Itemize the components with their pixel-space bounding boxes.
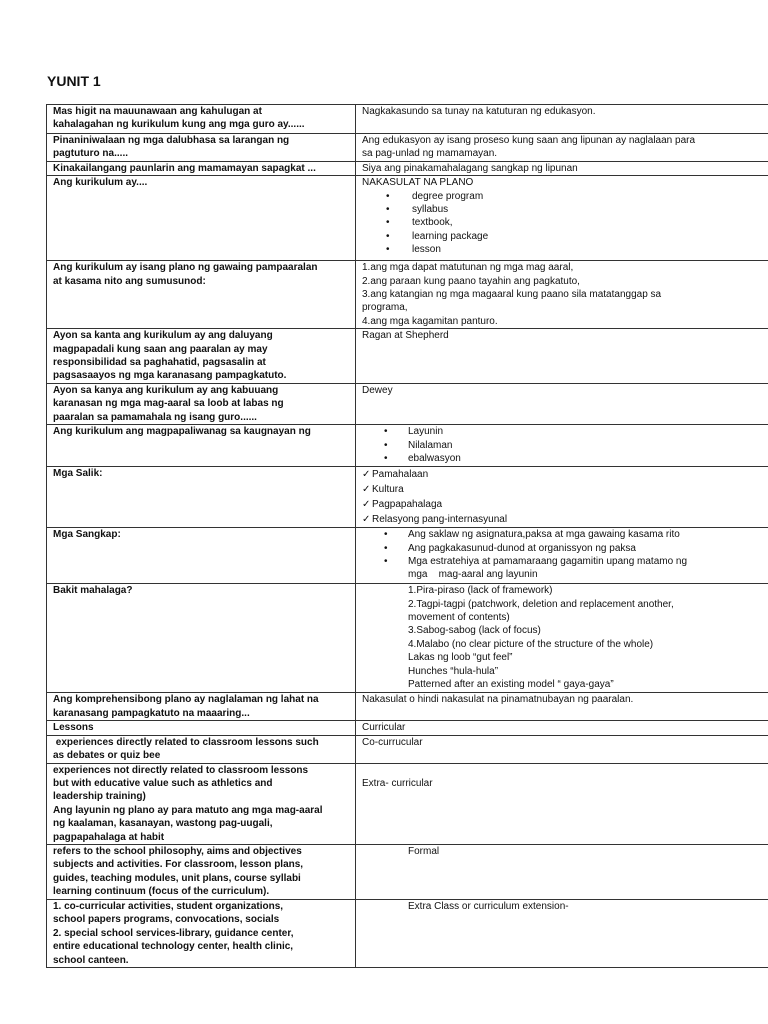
- table-row: [47, 899, 768, 967]
- answer-cell: 1.ang mga dapat matutunan ng mga mag aaral, 2.ang paraan kung paano tayahin ang pagkatuto, 3.ang katangian ng mga magaaral kung paano sila matatanggap sa programa, 4.ang mga kagamitan panturo.: [356, 261, 768, 329]
- table-row: [47, 844, 768, 899]
- question-cell: Ang kurikulum ay....: [47, 176, 356, 261]
- table-row: [47, 693, 768, 721]
- table-row: [47, 721, 768, 735]
- list-item: • Layunin: [362, 425, 765, 438]
- question-cell: refers to the school philosophy, aims and objectives subjects and activities. For classroom, lesson plans, guides, teaching modules, unit plans, course syllabi learning continuum (focus of the curriculum).: [47, 844, 356, 899]
- table-row: [47, 763, 768, 844]
- list-item: • Mga estratehiya at pamamaraang gagamitin upang matamo ng: [362, 555, 765, 568]
- table-row: [47, 528, 768, 584]
- bullet-list: [362, 528, 765, 568]
- answer-cell: [356, 425, 768, 467]
- list-item: • syllabus: [362, 203, 765, 216]
- answer-cell: Extra- curricular: [356, 763, 768, 844]
- checkmark-icon: ✓: [362, 499, 371, 511]
- table-row: [47, 261, 768, 329]
- list-item: • lesson: [362, 243, 765, 256]
- answer-cell: Nakasulat o hindi nakasulat na pinamatnubayan ng paaralan.: [356, 693, 768, 721]
- question-cell: Mas higit na mauunawaan ang kahulugan at kahalagahan ng kurikulum kung ang mga guro ay......: [47, 105, 356, 134]
- question-cell: Mga Salik:: [47, 467, 356, 528]
- answer-cell: [356, 467, 768, 528]
- question-cell: Ayon sa kanta ang kurikulum ay ang daluyang magpapadali kung saan ang paaralan ay may responsibilidad sa paghahatid, pagsasalin at pagsasaayos ng mga karanasang pampagkatuto.: [47, 329, 356, 384]
- table-row: [47, 383, 768, 424]
- question-cell: Mga Sangkap:: [47, 528, 356, 584]
- answer-cell: Dewey: [356, 383, 768, 424]
- question-cell: 1. co-curricular activities, student organizations, school papers programs, convocations, socials 2. special school services-library, guidance center, entire educational technology center, health clinic, school canteen.: [47, 899, 356, 967]
- table-row: [47, 735, 768, 763]
- table-row: [47, 584, 768, 693]
- list-item: • ebalwasyon: [362, 452, 765, 465]
- table-row: [47, 161, 768, 175]
- answer-cell: Siya ang pinakamahalagang sangkap ng lipunan: [356, 161, 768, 175]
- question-cell: Bakit mahalaga?: [47, 584, 356, 693]
- answer-cell: Formal: [356, 844, 768, 899]
- bullet-list: [362, 425, 765, 465]
- question-cell: experiences not directly related to classroom lessons but with educative value such as athletics and leadership training) Ang layunin ng plano ay para matuto ang mga mag-aaral ng kaalaman, kasanayan, wastong pag-uugali, pagpapahalaga at habit: [47, 763, 356, 844]
- checklist-item: ✓ Kultura: [362, 484, 404, 496]
- answer-cell: Co-currucular: [356, 735, 768, 763]
- answer-cell: • Ang saklaw ng asignatura,paksa at mga gawaing kasama rito • Ang pagkakasunud-dunod at organissyon ng paksa • Mga estratehiya at pamamaraang gagamitin upang matamo ng mga mag-aaral ang layunin: [356, 528, 768, 584]
- checkmark-icon: ✓: [362, 469, 371, 481]
- table-row: [47, 467, 768, 528]
- bullet-list: [362, 190, 765, 257]
- checklist-item: ✓ Relasyong pang-internasyunal: [362, 514, 508, 526]
- answer-cell: Nagkakasundo sa tunay na katuturan ng edukasyon.: [356, 105, 768, 134]
- table-row: [47, 105, 768, 134]
- list-item: • Nilalaman: [362, 439, 765, 452]
- table-row: [47, 329, 768, 384]
- answer-cell: 1.Pira-piraso (lack of framework) 2.Tagpi-tagpi (patchwork, deletion and replacement another, movement of contents) 3.Sabog-sabog (lack of focus) 4.Malabo (no clear picture of the structure of the whole) Lakas ng loob “gut feel” Hunches “hula-hula” Patterned after an existing model “ gaya-gaya”: [356, 584, 768, 693]
- question-cell: Ang kurikulum ay isang plano ng gawaing pampaaralan at kasama nito ang sumusunod:: [47, 261, 356, 329]
- list-item: • degree program: [362, 190, 765, 203]
- answer-cell: Ang edukasyon ay isang proseso kung saan ang lipunan ay naglalaan para sa pag-unlad ng mamamayan.: [356, 134, 768, 162]
- checklist-item: ✓ Pamahalaan: [362, 469, 429, 481]
- question-cell: Kinakailangang paunlarin ang mamamayan sapagkat ...: [47, 161, 356, 175]
- answer-cell: NAKASULAT NA PLANO • degree program • syllabus • textbook, • learning package • lesson: [356, 176, 768, 261]
- checkmark-icon: ✓: [362, 514, 371, 526]
- answer-cell: Extra Class or curriculum extension-: [356, 899, 768, 967]
- table-row: [47, 176, 768, 261]
- list-item: • Ang saklaw ng asignatura,paksa at mga gawaing kasama rito: [362, 528, 765, 541]
- question-cell: Ayon sa kanya ang kurikulum ay ang kabuuang karanasan ng mga mag-aaral sa loob at labas ng paaralan sa pamamahala ng isang guro......: [47, 383, 356, 424]
- answer-cell: Ragan at Shepherd: [356, 329, 768, 384]
- answer-cell: Curricular: [356, 721, 768, 735]
- table-row: [47, 134, 768, 162]
- list-item: • Ang pagkakasunud-dunod at organissyon ng paksa: [362, 542, 765, 555]
- list-item: • learning package: [362, 230, 765, 243]
- question-cell: Pinaniniwalaan ng mga dalubhasa sa larangan ng pagtuturo na.....: [47, 134, 356, 162]
- page-title: YUNIT 1: [47, 73, 101, 89]
- checklist-item: ✓ Pagpapahalaga: [362, 499, 443, 511]
- table-row: [47, 425, 768, 467]
- question-cell: Ang kurikulum ang magpapaliwanag sa kaugnayan ng: [47, 425, 356, 467]
- list-item: • textbook,: [362, 216, 765, 229]
- question-cell: Ang komprehensibong plano ay naglalaman ng lahat na karanasang pampagkatuto na maaaring...: [47, 693, 356, 721]
- reviewer-table: [46, 104, 768, 968]
- question-cell: experiences directly related to classroom lessons such as debates or quiz bee: [47, 735, 356, 763]
- question-cell: Lessons: [47, 721, 356, 735]
- checkmark-icon: ✓: [362, 484, 371, 496]
